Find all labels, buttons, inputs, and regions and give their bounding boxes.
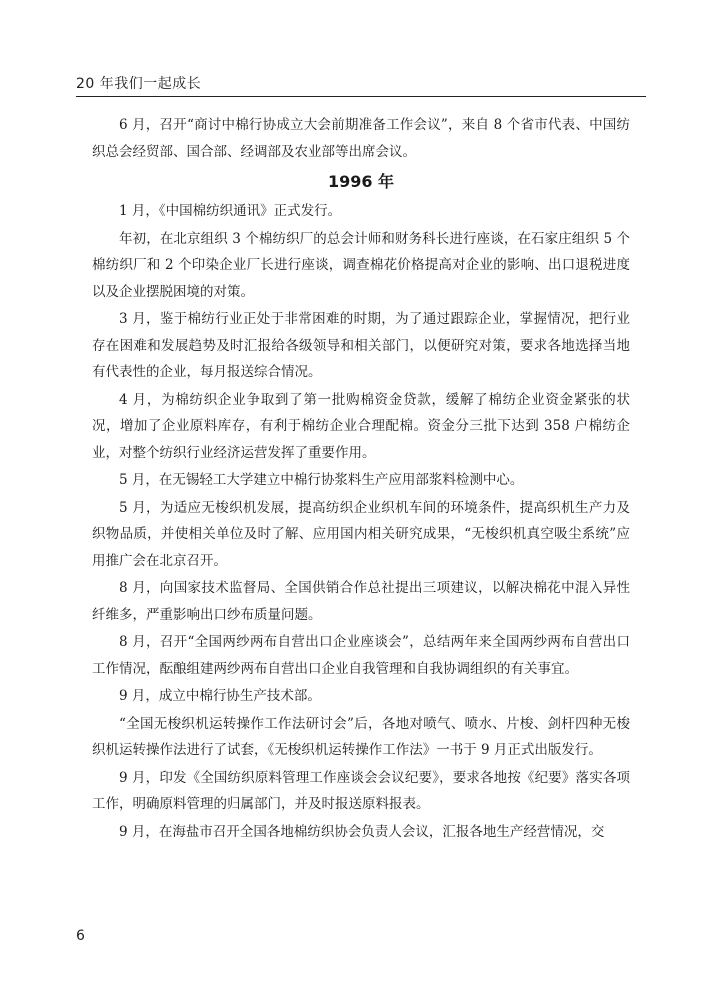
intro-paragraph: 6 月，召开“商讨中棉行协成立大会前期准备工作会议”，来自 8 个省市代表、中国纺织总会经贸部、国合部、经调部及农业部等出席会议。 [92,117,630,160]
paragraph: 9 月，在海盐市召开全国各地棉纺织协会负责人会议，汇报各地生产经营情况，交 [119,823,605,840]
running-header-title: 20 年我们一起成长 [76,76,202,92]
header-rule [76,96,646,97]
paragraph: 9 月，印发《全国纺织原料管理工作座谈会会议纪要》，要求各地按《纪要》落实各项工作，明确原料管理的归属部门，并及时报送原料报表。 [92,769,630,812]
paragraph: 9 月，成立中棉行协生产技术部。 [119,688,321,704]
paragraph: 3 月，鉴于棉纺行业正处于非常困难的时期，为了通过跟踪企业，掌握情况，把行业存在困难和发展趋势及时汇报给各级领导和相关部门，以便研究对策，要求各地选择当地有代表性的企业，每月报送综合情况。 [92,311,630,380]
page-number: 6 [76,928,85,944]
paragraph: 8 月，召开“全国两纱两布自营出口企业座谈会”，总结两年来全国两纱两布自营出口工作情况，酝酿组建两纱两布自营出口企业自我管理和自我协调组织的有关事宜。 [92,634,630,677]
paragraph: “全国无梭织机运转操作工作法研讨会”后，各地对喷气、喷水、片梭、剑杆四种无梭织机运转操作法进行了试套，《无梭织机运转操作工作法》一书于 9 月正式出版发行。 [92,715,630,758]
paragraph: 1 月，《中国棉纺织通讯》正式发行。 [119,203,342,219]
paragraph: 4 月，为棉纺织企业争取到了第一批购棉资金贷款，缓解了棉纺企业资金紧张的状况，增加了企业原料库存，有利于棉纺企业合理配棉。资金分三批下达到 358 户棉纺企业，对整个纺织行业经济运营发挥了重要作用。 [92,391,630,461]
page-body [92,112,630,846]
paragraph: 年初，在北京组织 3 个棉纺织厂的总会计师和财务科长进行座谈，在石家庄组织 5 个棉纺织厂和 2 个印染企业厂长进行座谈，调查棉花价格提高对企业的影响、出口退税进度以及企业摆脱困境的对策。 [92,230,630,300]
paragraph: 8 月，向国家技术监督局、全国供销合作总社提出三项建议，以解决棉花中混入异性纤维多，严重影响出口纱布质量问题。 [92,580,630,623]
paragraph: 5 月，在无锡轻工大学建立中棉行协浆料生产应用部浆料检测中心。 [119,472,524,488]
section-heading-year: 1996 年 [327,172,395,191]
paragraph: 5 月，为适应无梭织机发展，提高纺织企业织机车间的环境条件，提高织机生产力及织物品质，并使相关单位及时了解、应用国内相关研究成果，“无梭织机真空吸尘系统”应用推广会在北京召开。 [92,499,630,569]
